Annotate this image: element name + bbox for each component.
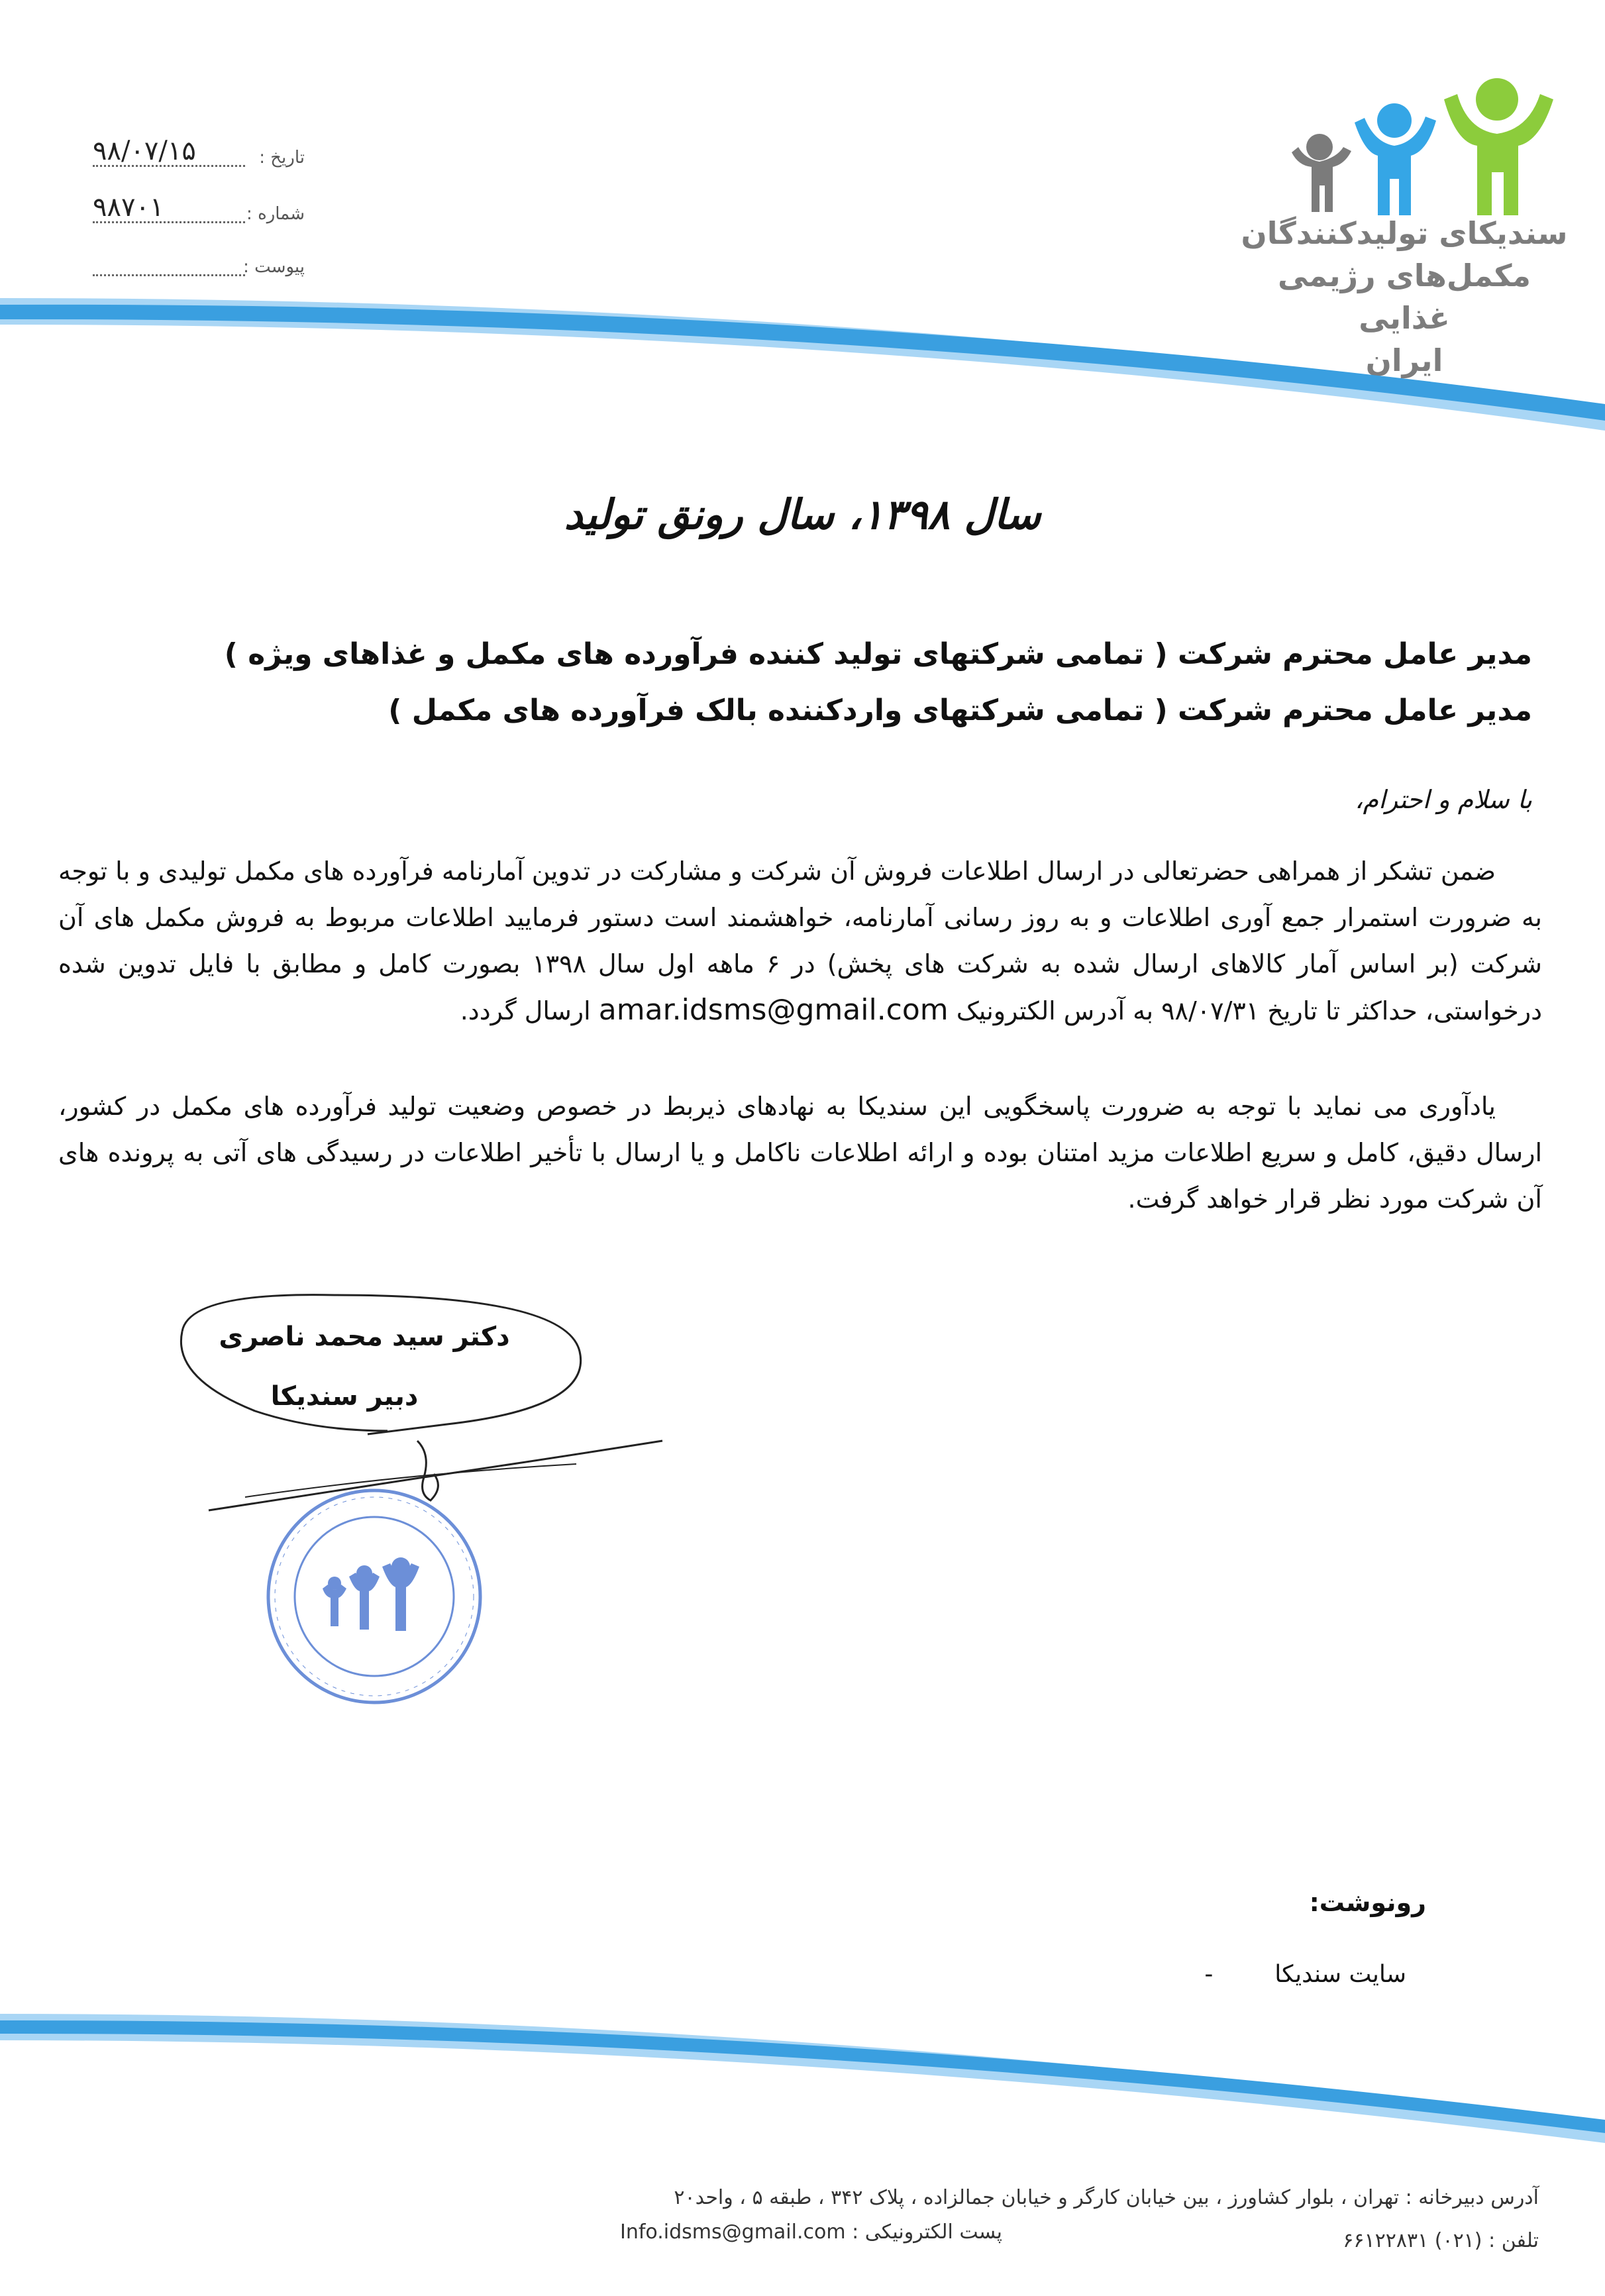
org-name-line2: مکمل‌های رژیمی غذایی — [1277, 258, 1531, 336]
footer-address: آدرس دبیرخانه : تهران ، بلوار کشاورز ، بین خیابان کارگر و خیابان جمالزاده ، پلاک ۳۴۲ ، طبقه ۵ ، واحد۲۰ — [674, 2186, 1539, 2209]
top-blue-band — [0, 278, 1605, 431]
bottom-blue-band — [0, 2001, 1605, 2146]
attachment-label: پیوست : — [243, 257, 305, 277]
attachment-dotted-line — [93, 274, 245, 276]
cc-title: رونوشت: — [1309, 1888, 1426, 1917]
footer-phone-value: (۰۲۱) ۶۶۱۲۲۸۳۱ — [1343, 2229, 1482, 2252]
cc-item-text: سایت سندیکا — [1274, 1961, 1406, 1988]
year-motto: سال ۱۳۹۸، سال رونق تولید — [564, 490, 1041, 539]
body-paragraph-2 — [58, 1083, 1542, 1222]
cc-item-dash: - — [1204, 1961, 1214, 1988]
date-label: تاریخ : — [259, 148, 305, 168]
footer-email-value[interactable]: Info.idsms@gmail.com — [620, 2220, 846, 2244]
official-stamp-icon — [262, 1484, 487, 1709]
footer-phone — [1343, 2229, 1539, 2252]
date-value: ۹۸/۰۷/۱۵ — [93, 136, 196, 166]
date-dotted-line — [93, 165, 245, 167]
date-field — [93, 136, 305, 176]
body-paragraph-1 — [58, 848, 1542, 1034]
signer-title: دبیر سندیکا — [270, 1381, 419, 1412]
number-label: شماره : — [246, 204, 305, 224]
org-name-line3: ایران — [1365, 342, 1443, 378]
signer-name: دکتر سید محمد ناصری — [219, 1322, 510, 1352]
addressee-line-1: مدیر عامل محترم شرکت ( تمامی شرکتهای تولید کننده فرآورده های مکمل و غذاهای ویژه ) — [224, 637, 1532, 671]
footer-email — [620, 2220, 1002, 2244]
footer-email-label: پست الکترونیکی : — [852, 2220, 1002, 2244]
greeting: با سلام و احترام، — [1355, 785, 1532, 814]
contact-email-link[interactable]: amar.idsms@gmail.com — [598, 993, 949, 1027]
number-value: ۹۸۷۰۱ — [93, 192, 164, 223]
body-p1-ending: ارسال گردد. — [460, 996, 591, 1025]
footer-phone-label: تلفن : — [1488, 2229, 1539, 2252]
cc-item-1 — [1204, 1961, 1406, 1988]
addressee-line-2: مدیر عامل محترم شرکت ( تمامی شرکتهای واردکننده بالک فرآورده های مکمل ) — [388, 694, 1532, 727]
body-p2-text: یادآوری می نماید با توجه به ضرورت پاسخگویی این سندیکا به نهادهای ذیربط در خصوص وضعیت تولید فرآورده های مکمل در کشور، ارسال دقیق، کامل و سریع اطلاعات مزید امتنان بوده و ارائه اطلاعات ناکامل و یا ارسال با تأخیر اطلاعات در رسیدگی های آتی به پرونده های آن شرکت مورد نظر قرار خواهد گرفت. — [58, 1092, 1542, 1214]
body-p1-text: ضمن تشکر از همراهی حضرتعالی در ارسال اطلاعات فروش آن شرکت و مشارکت در تدوین آمارنامه فرآورده های مکمل تولیدی و با توجه به ضرورت استمرار جمع آوری اطلاعات و به روز رسانی آمارنامه، خواهشمند است دستور فرمایید اطلاعات مربوط به فروش مکمل های آن شرکت (بر اساس آمار کالاهای ارسال شده به شرکت های پخش) در ۶ ماهه اول سال ۱۳۹۸ بصورت کامل و مطابق با فایل تدوین شده درخواستی، حداکثر تا تاریخ ۹۸/۰۷/۳۱ به آدرس الکترونیک — [58, 857, 1542, 1025]
org-name-line1: سندیکای تولیدکنندگان — [1241, 215, 1568, 251]
syndicate-logo-icon — [1278, 73, 1570, 219]
number-field — [93, 192, 305, 232]
number-dotted-line — [93, 221, 245, 223]
